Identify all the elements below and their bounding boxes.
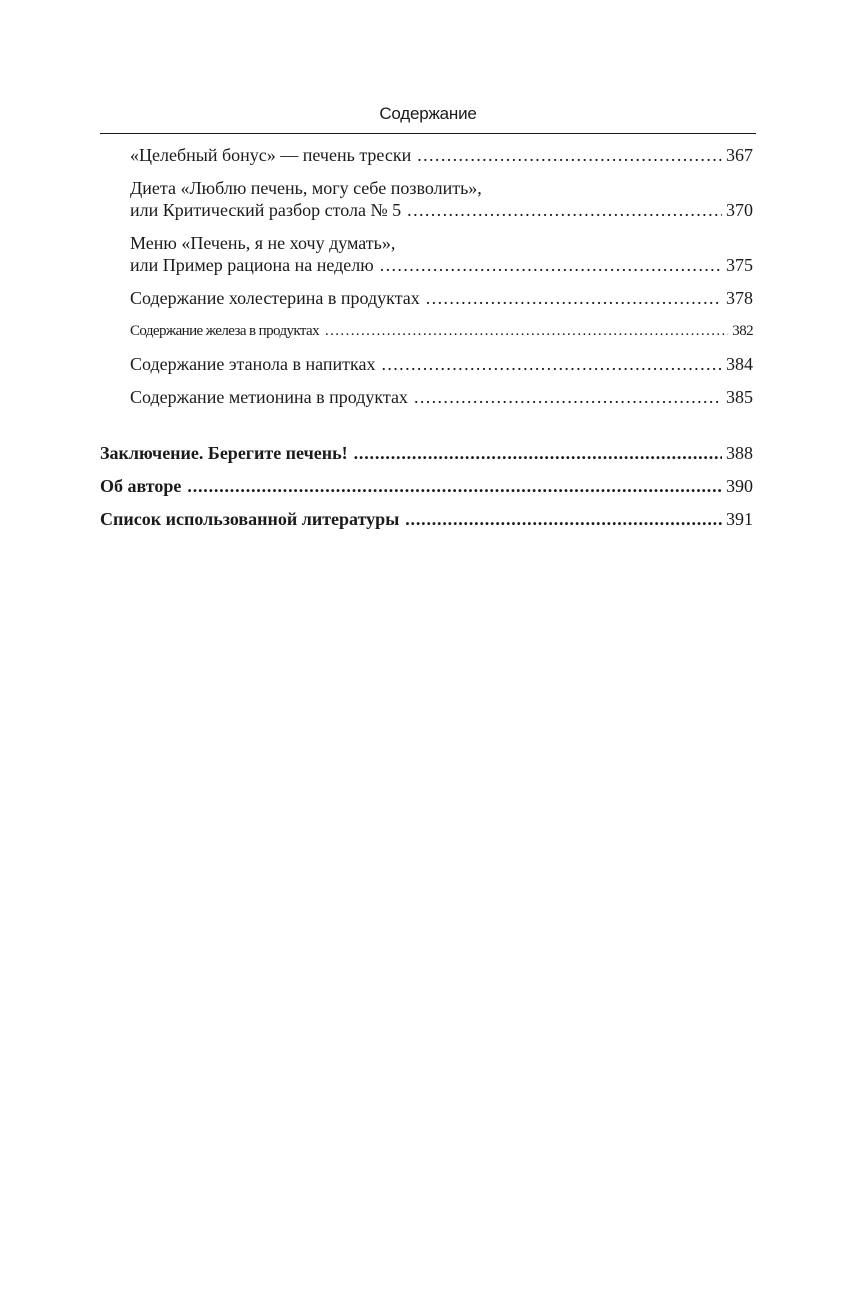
toc-entry-title: Диета «Люблю печень, могу себе позволить», [130,178,482,198]
toc-page-number: 370 [726,200,753,220]
toc-entry-subtitle: или Пример рациона на неделю [130,255,374,275]
toc-page-number: 390 [726,476,753,496]
toc-entry-title: Список использованной литературы [100,509,400,529]
toc-entry-title: Меню «Печень, я не хочу думать», [130,233,396,253]
toc-page-number: 382 [732,323,753,339]
toc-entry-title: «Целебный бонус» — печень трески [130,145,412,165]
dot-leader [407,199,722,221]
dot-leader [426,287,722,309]
toc-entry-title: Содержание железа в продуктах [130,323,319,339]
toc-page-number: 391 [726,509,753,529]
toc-page-number: 367 [726,145,753,165]
toc-entry-bibliography[interactable] [100,508,753,530]
dot-leader [380,254,722,276]
toc-entry-ethanol[interactable] [100,353,753,375]
header-rule [100,133,756,134]
toc-page-number: 384 [726,354,753,374]
toc-entry-cod-liver[interactable] [100,144,753,166]
dot-leader [354,442,722,464]
toc-page-number: 378 [726,288,753,308]
toc-entry-title: Заключение. Берегите печень! [100,443,348,463]
toc-page-number: 388 [726,443,753,463]
toc-page-number: 375 [726,255,753,275]
toc-entry-about-author[interactable] [100,475,753,497]
table-of-contents [100,144,753,541]
dot-leader [405,508,722,530]
toc-entry-title: Содержание этанола в напитках [130,354,376,374]
toc-entry-title: Об авторе [100,476,182,496]
toc-entry-title: Содержание холестерина в продуктах [130,288,420,308]
running-header-title: Содержание [379,104,477,123]
dot-leader [414,386,722,408]
toc-entry-methionine[interactable] [100,386,753,408]
dot-leader [325,320,728,342]
toc-entry-title: Содержание метионина в продуктах [130,387,408,407]
toc-entry-subtitle: или Критический разбор стола № 5 [130,200,402,220]
dot-leader [187,475,722,497]
toc-entry-menu[interactable] [100,232,753,276]
toc-entry-conclusion[interactable] [100,442,753,464]
toc-entry-cholesterol[interactable] [100,287,753,309]
dot-leader [381,353,722,375]
toc-entry-diet[interactable] [100,177,753,221]
dot-leader [417,144,722,166]
toc-page-number: 385 [726,387,753,407]
toc-entry-iron[interactable] [100,320,753,342]
